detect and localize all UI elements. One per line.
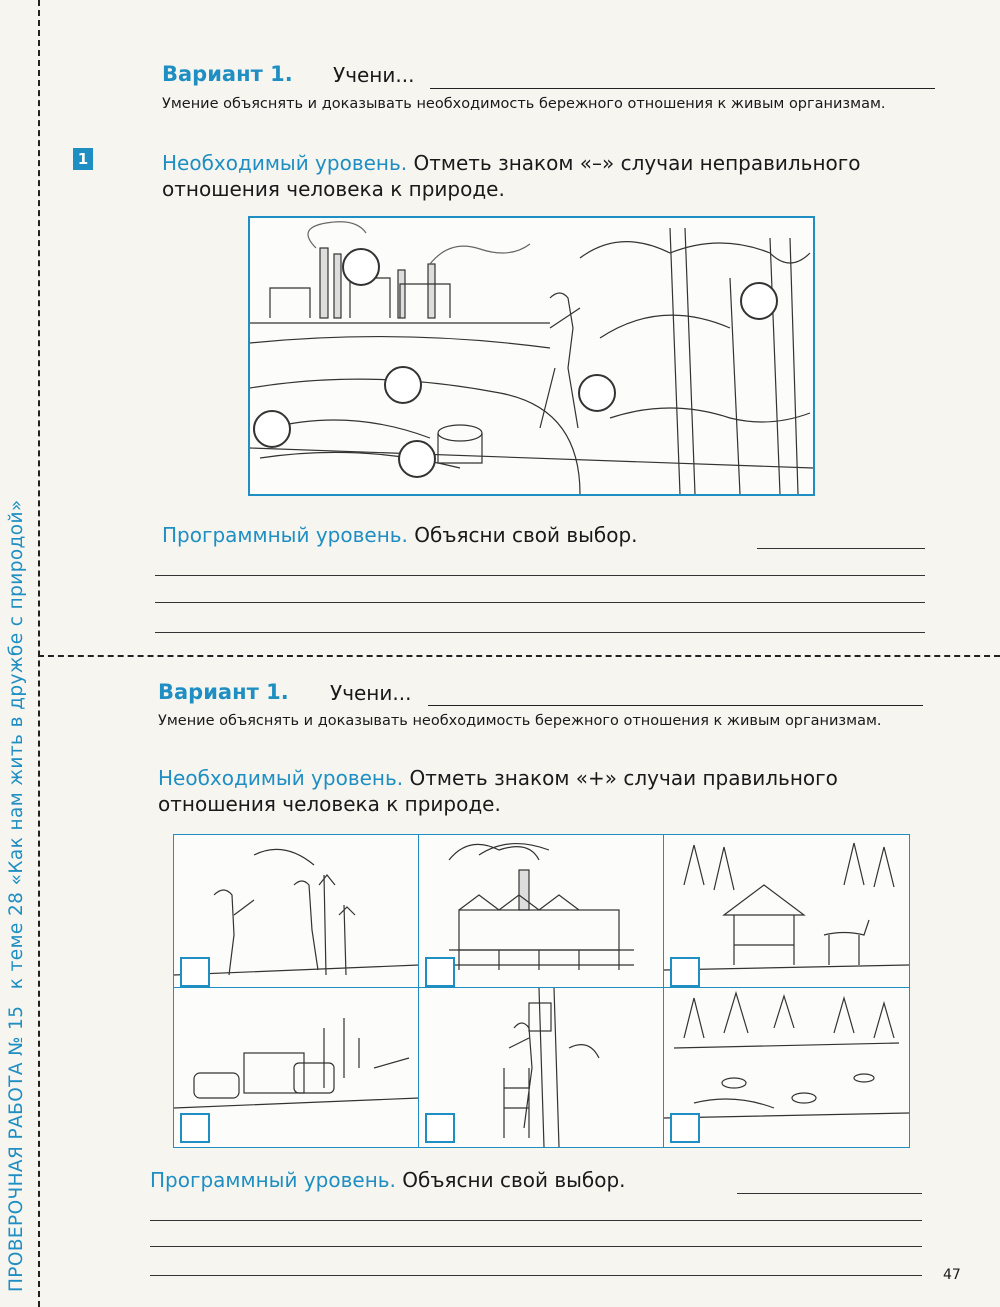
page-number: 47 <box>943 1267 961 1283</box>
picture-stumps <box>663 987 910 1148</box>
answer-checkbox[interactable] <box>425 1113 455 1143</box>
side-caption <box>6 52 32 1292</box>
side-work-title: ПРОВЕРОЧНАЯ РАБОТА № 15 <box>6 1005 27 1292</box>
student-name-line-1[interactable] <box>430 88 935 89</box>
cut-line-vertical <box>38 0 40 1307</box>
level-required-1: Необходимый уровень. <box>162 151 408 175</box>
student-name-line-2[interactable] <box>428 705 923 706</box>
answer-circle[interactable] <box>384 366 422 404</box>
answer-checkbox[interactable] <box>670 957 700 987</box>
answer-line[interactable] <box>155 632 925 633</box>
picture-feeder-deer <box>663 834 910 989</box>
answer-checkbox[interactable] <box>670 1113 700 1143</box>
explain-2: Объясни свой выбор. <box>402 1168 626 1192</box>
picture-traffic <box>173 987 420 1148</box>
variant-title-2: Вариант 1. <box>158 680 289 704</box>
answer-circle[interactable] <box>578 374 616 412</box>
answer-line[interactable] <box>155 602 925 603</box>
task-number-badge: 1 <box>73 148 93 170</box>
cut-line-horizontal <box>38 655 1000 657</box>
answer-checkbox[interactable] <box>425 957 455 987</box>
answer-circle[interactable] <box>342 248 380 286</box>
program-level-1 <box>162 522 762 548</box>
variant-title-1: Вариант 1. <box>162 62 293 86</box>
level-program-1: Программный уровень. <box>162 523 408 547</box>
answer-line[interactable] <box>150 1220 922 1221</box>
illustration-frame-1 <box>248 216 815 496</box>
task-1-instruction: Отметь знаком «–» случаи неправильного отношения человека к природе. <box>162 151 861 201</box>
picture-birdhouse <box>418 987 665 1148</box>
answer-line[interactable] <box>155 575 925 576</box>
picture-factory <box>418 834 665 989</box>
program-level-2 <box>150 1167 750 1193</box>
answer-line[interactable] <box>757 548 925 549</box>
picture-planting-trees <box>173 834 420 989</box>
answer-checkbox[interactable] <box>180 957 210 987</box>
level-program-2: Программный уровень. <box>150 1168 396 1192</box>
task-1-text <box>162 150 937 202</box>
level-required-2: Необходимый уровень. <box>158 766 404 790</box>
answer-checkbox[interactable] <box>180 1113 210 1143</box>
side-topic: к теме 28 «Как нам жить в дружбе с природой» <box>6 499 27 990</box>
student-label-1: Учени... <box>333 63 415 87</box>
answer-line[interactable] <box>737 1193 922 1194</box>
explain-1: Объясни свой выбор. <box>414 523 638 547</box>
skill-description-2: Умение объяснять и доказывать необходимость бережного отношения к живым организмам. <box>158 713 882 729</box>
task-2-instruction: Отметь знаком «+» случаи правильного отношения человека к природе. <box>158 766 838 816</box>
skill-description-1: Умение объяснять и доказывать необходимость бережного отношения к живым организмам. <box>162 96 886 112</box>
answer-circle[interactable] <box>253 410 291 448</box>
factory-forest-illustration <box>250 218 813 494</box>
answer-circle[interactable] <box>740 282 778 320</box>
answer-line[interactable] <box>150 1275 922 1276</box>
task-2-text <box>158 765 938 817</box>
answer-line[interactable] <box>150 1246 922 1247</box>
answer-circle[interactable] <box>398 440 436 478</box>
student-label-2: Учени... <box>330 681 412 705</box>
